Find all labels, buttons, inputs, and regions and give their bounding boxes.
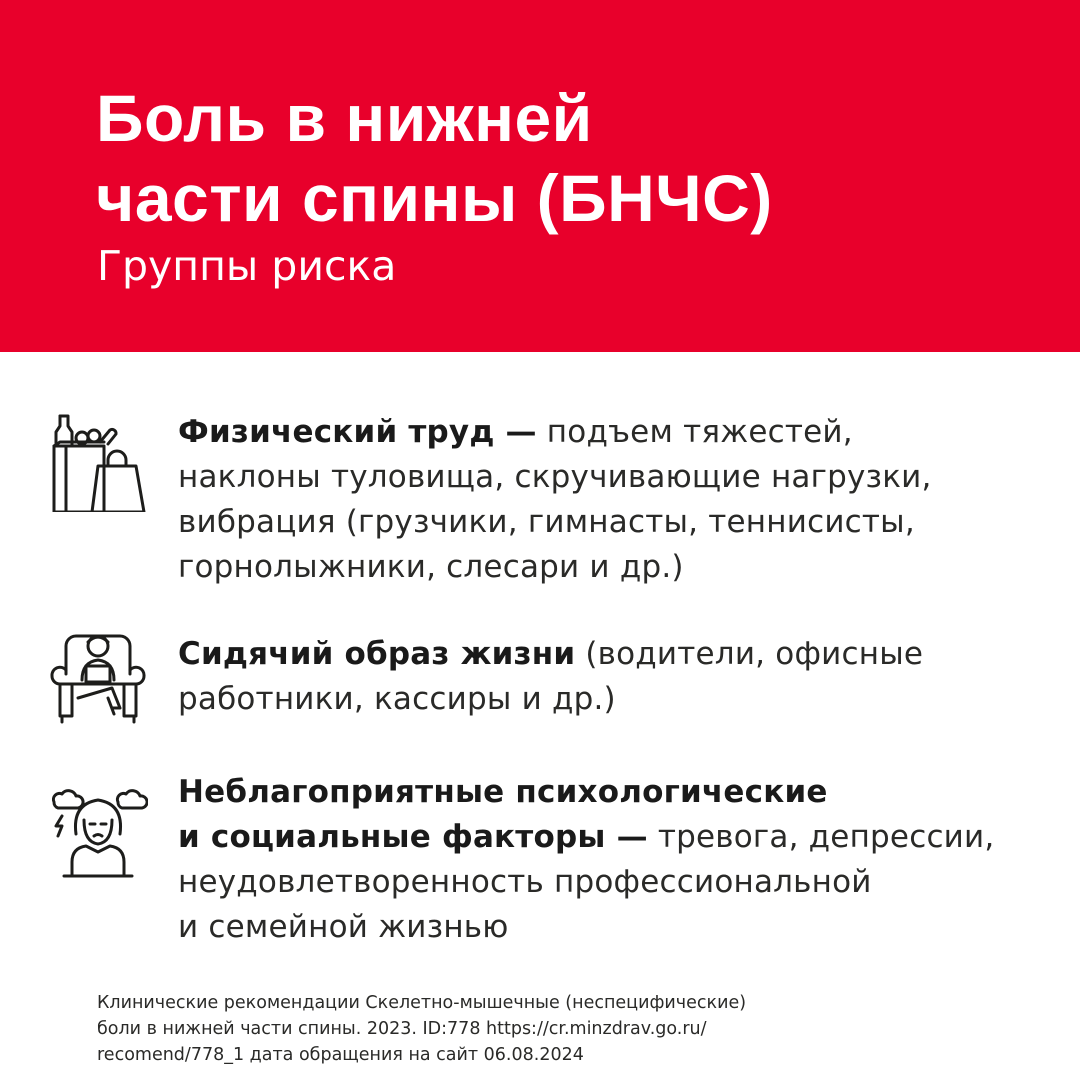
risk-item-heading-line-1: Неблагоприятные психологические — [178, 774, 828, 810]
risk-item-heading: и социальные факторы — — [178, 819, 648, 855]
risk-item-heading: Физический труд — — [178, 414, 537, 450]
page-title — [96, 78, 773, 238]
source-line-1: Клинические рекомендации Скелетно-мышечные (неспецифические) — [97, 993, 747, 1013]
risk-item-line-2: наклоны туловища, скручивающие нагрузки, — [178, 459, 932, 495]
risk-item-line-1: (водители, офисные — [575, 636, 924, 672]
risk-item-text — [178, 632, 923, 722]
risk-item-text — [178, 410, 932, 590]
person-in-armchair-icon — [48, 624, 148, 724]
risk-item-line-4: и семейной жизнью — [178, 909, 509, 945]
source-line-2: боли в нижней части спины. 2023. ID:778 https://cr.minzdrav.go.ru/ — [97, 1019, 707, 1039]
stressed-person-icon — [48, 780, 148, 880]
risk-item-line-4: горнолыжники, слесари и др.) — [178, 549, 684, 585]
title-line-2: части спины (БНЧС) — [96, 161, 773, 235]
risk-item-line-2: работники, кассиры и др.) — [178, 681, 616, 717]
risk-item-line-3: вибрация (грузчики, гимнасты, теннисисты, — [178, 504, 915, 540]
risk-item-line-3: неудовлетворенность профессиональной — [178, 864, 872, 900]
source-citation — [97, 990, 746, 1068]
risk-item-line-1: подъем тяжестей, — [536, 414, 853, 450]
page-subtitle: Группы риска — [97, 242, 397, 290]
source-line-3: recomend/778_1 дата обращения на сайт 06.08.2024 — [97, 1045, 584, 1065]
header-banner — [0, 0, 1080, 352]
risk-item-text — [178, 770, 994, 950]
risk-item-line-2: тревога, депрессии, — [647, 819, 995, 855]
title-line-1: Боль в нижней — [96, 81, 593, 155]
shopping-bags-icon — [48, 412, 148, 512]
risk-item-heading: Сидячий образ жизни — [178, 636, 576, 672]
